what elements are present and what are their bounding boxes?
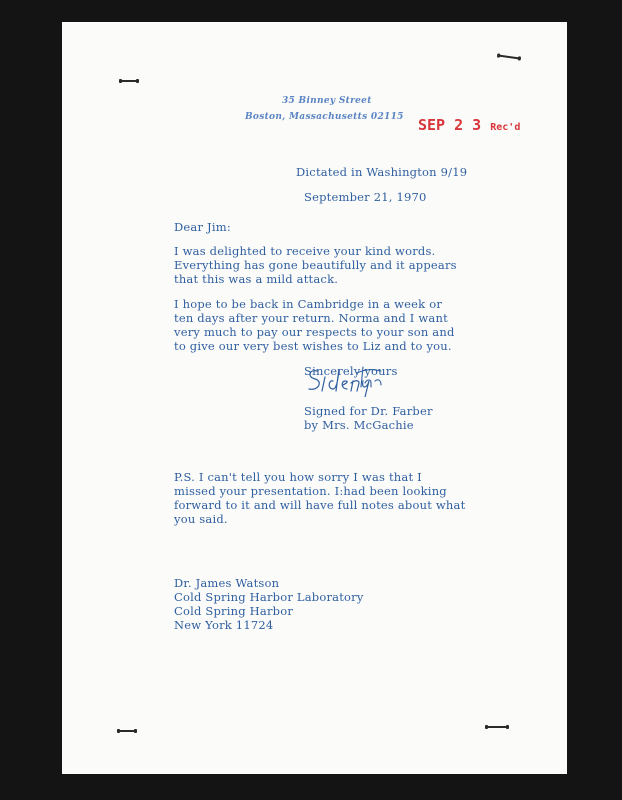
paragraph-2-line-2: ten days after your return. Norma and I want [174,311,448,325]
salutation: Dear Jim: [174,220,231,234]
address-line-1: Dr. James Watson [174,576,280,590]
letter-date: September 21, 1970 [304,190,427,204]
paragraph-1-line-2: Everything has gone beautifully and it appears [174,258,457,272]
staple-bottom-right [486,726,508,728]
signature [303,363,383,397]
postscript-line-4: you said. [174,512,228,526]
dictated-note: Dictated in Washington 9/19 [296,165,468,179]
postscript-line-2: missed your presentation. I:had been looking [174,484,447,498]
staple-bottom-left [118,730,136,732]
postscript-line-1: P.S. I can't tell you how sorry I was that I [174,470,422,484]
received-stamp-date: SEP 2 3 [418,116,482,134]
address-line-3: Cold Spring Harbor [174,604,294,618]
received-stamp [418,116,520,134]
signed-for-line-2: by Mrs. McGachie [304,418,414,432]
received-stamp-label: Rec'd [490,122,521,133]
paragraph-1-line-1: I was delighted to receive your kind words. [174,244,436,258]
closing: Sincerely yours [304,364,398,378]
paragraph-2-line-3: very much to pay our respects to your son and [174,325,455,339]
letter-page [62,22,567,774]
signed-for-line-1: Signed for Dr. Farber [304,404,433,418]
postscript-line-3: forward to it and will have full notes about what [174,498,466,512]
address-line-2: Cold Spring Harbor Laboratory [174,590,364,604]
staple-top-left [120,80,138,82]
paragraph-1-line-3: that this was a mild attack. [174,272,339,286]
address-line-4: New York 11724 [174,618,274,632]
letterhead-street: 35 Binney Street [282,96,372,106]
paragraph-2-line-4: to give our very best wishes to Liz and to you. [174,339,452,353]
letterhead-city: Boston, Massachusetts 02115 [245,112,404,122]
paragraph-2-line-1: I hope to be back in Cambridge in a week or [174,297,443,311]
